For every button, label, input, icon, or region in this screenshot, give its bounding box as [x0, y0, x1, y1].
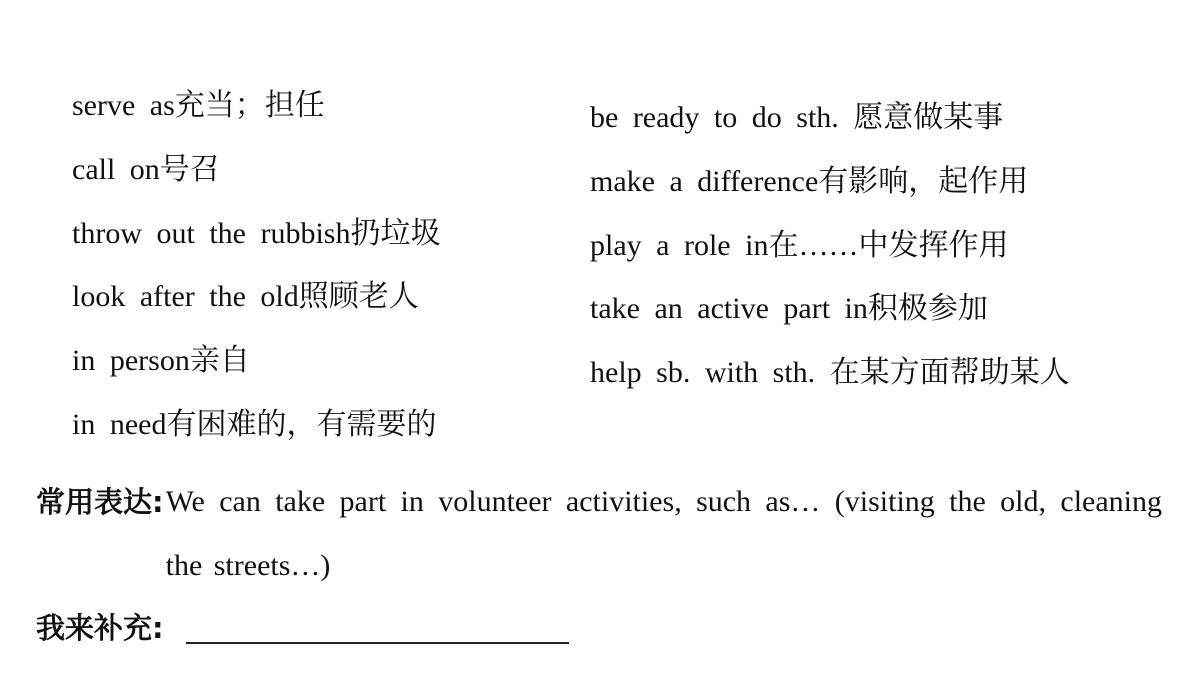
- phrase-item: in person亲自: [72, 344, 250, 378]
- phrase-item: serve as充当；担任: [72, 89, 325, 122]
- phrase-item: help sb. with sth. 在某方面帮助某人: [590, 356, 1070, 390]
- phrase-item: take an active part in积极参加: [590, 292, 988, 326]
- supplement-section: [36, 600, 1162, 654]
- phrase-item: call on号召: [72, 152, 220, 186]
- expression-label: 常用表达:: [36, 485, 164, 519]
- phrase-item: throw out the rubbish扔垃圾: [72, 216, 441, 250]
- phrase-item: in need有困难的，有需要的: [72, 407, 437, 441]
- supplement-label: 我来补充:: [36, 611, 164, 645]
- expression-text: We can take part in volunteer activities, such as… (visiting the old, cleaning the streets…): [165, 485, 1162, 582]
- phrase-item: look after the old照顾老人: [72, 280, 419, 314]
- phrase-item: be ready to do sth. 愿意做某事: [590, 101, 1004, 134]
- phrase-item: play a role in在……中发挥作用: [590, 228, 1009, 262]
- phrase-list-left: [72, 80, 582, 463]
- phrase-item: make a difference有影响，起作用: [590, 164, 1029, 198]
- common-expression: [36, 476, 1162, 598]
- phrase-list-right: [590, 92, 1190, 411]
- supplement-blank-line[interactable]: [186, 606, 569, 644]
